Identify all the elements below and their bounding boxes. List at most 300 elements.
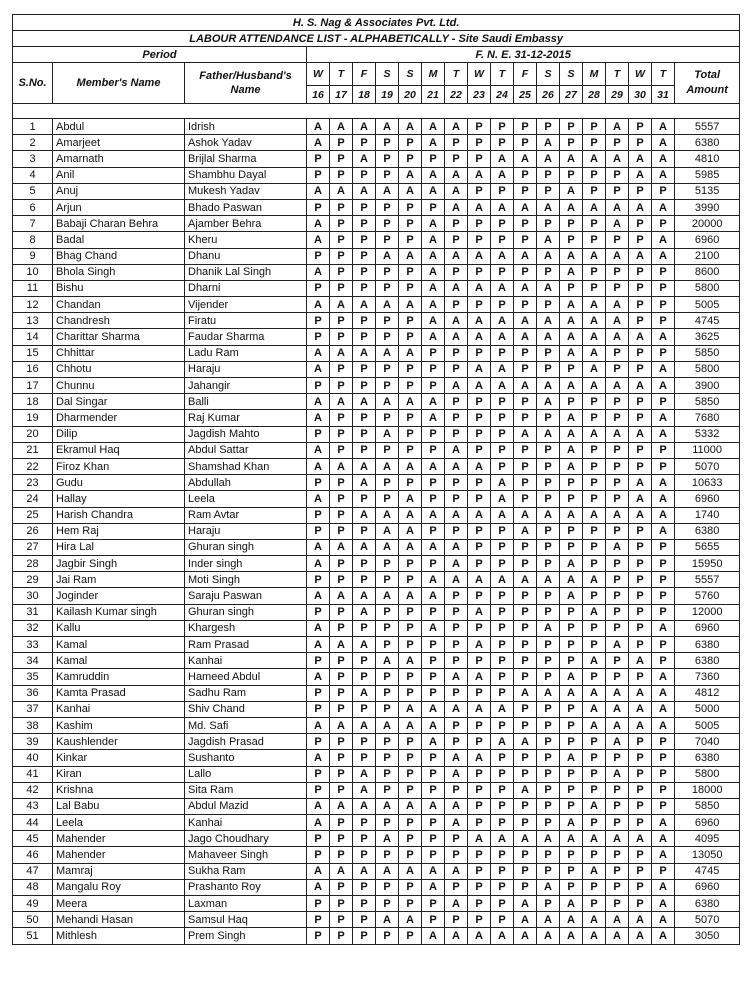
total-amount-cell: 5655 — [675, 539, 740, 555]
attendance-mark-cell: P — [514, 135, 537, 151]
attendance-mark-cell: P — [330, 475, 353, 491]
attendance-mark-cell: A — [445, 539, 468, 555]
attendance-mark-cell: A — [629, 701, 652, 717]
attendance-mark-cell: P — [399, 896, 422, 912]
attendance-mark-cell: A — [537, 313, 560, 329]
attendance-mark-cell: P — [491, 426, 514, 442]
attendance-mark-cell: P — [629, 442, 652, 458]
attendance-mark-cell: A — [491, 280, 514, 296]
attendance-mark-cell: P — [399, 410, 422, 426]
attendance-mark-cell: P — [330, 135, 353, 151]
attendance-mark-cell: P — [376, 442, 399, 458]
table-row — [13, 766, 740, 782]
father-name-cell: Dhanik Lal Singh — [185, 264, 307, 280]
attendance-mark-cell: P — [514, 669, 537, 685]
attendance-mark-cell: A — [330, 539, 353, 555]
attendance-mark-cell: A — [422, 620, 445, 636]
attendance-mark-cell: A — [307, 637, 330, 653]
attendance-mark-cell: A — [307, 879, 330, 895]
total-amount-cell: 1740 — [675, 507, 740, 523]
attendance-mark-cell: A — [652, 167, 675, 183]
attendance-mark-cell: A — [399, 248, 422, 264]
attendance-mark-cell: A — [468, 280, 491, 296]
attendance-mark-cell: P — [560, 653, 583, 669]
total-amount-cell: 4745 — [675, 863, 740, 879]
serial-number-cell: 1 — [13, 119, 53, 135]
serial-number-cell: 43 — [13, 798, 53, 814]
attendance-mark-cell: A — [560, 426, 583, 442]
attendance-mark-cell: P — [307, 782, 330, 798]
attendance-mark-cell: P — [376, 199, 399, 215]
attendance-mark-cell: A — [376, 394, 399, 410]
attendance-mark-cell: P — [399, 426, 422, 442]
attendance-mark-cell: A — [445, 119, 468, 135]
attendance-mark-cell: P — [491, 912, 514, 928]
attendance-mark-cell: A — [560, 151, 583, 167]
attendance-mark-cell: P — [376, 167, 399, 183]
attendance-mark-cell: P — [629, 588, 652, 604]
attendance-mark-cell: P — [560, 798, 583, 814]
father-name-cell: Lallo — [185, 766, 307, 782]
attendance-mark-cell: P — [422, 669, 445, 685]
table-row — [13, 572, 740, 588]
attendance-mark-cell: P — [376, 604, 399, 620]
total-amount-cell: 3625 — [675, 329, 740, 345]
attendance-mark-cell: P — [491, 394, 514, 410]
attendance-mark-cell: P — [468, 475, 491, 491]
total-amount-cell: 5070 — [675, 458, 740, 474]
attendance-mark-cell: P — [514, 167, 537, 183]
attendance-mark-cell: P — [399, 572, 422, 588]
attendance-mark-cell: P — [422, 766, 445, 782]
attendance-mark-cell: A — [652, 491, 675, 507]
attendance-mark-cell: A — [468, 928, 491, 944]
attendance-mark-cell: A — [399, 798, 422, 814]
weekday-header: T — [652, 63, 675, 86]
serial-number-cell: 21 — [13, 442, 53, 458]
attendance-mark-cell: P — [583, 280, 606, 296]
attendance-mark-cell: A — [307, 216, 330, 232]
attendance-mark-cell: P — [514, 442, 537, 458]
attendance-mark-cell: A — [629, 507, 652, 523]
attendance-mark-cell: P — [491, 685, 514, 701]
attendance-mark-cell: P — [330, 556, 353, 572]
attendance-mark-cell: P — [629, 216, 652, 232]
attendance-mark-cell: P — [491, 717, 514, 733]
attendance-mark-cell: P — [514, 798, 537, 814]
serial-number-cell: 19 — [13, 410, 53, 426]
attendance-mark-cell: P — [307, 928, 330, 944]
member-name-cell: Kaushlender — [53, 734, 185, 750]
attendance-mark-cell: P — [652, 313, 675, 329]
serial-number-cell: 44 — [13, 815, 53, 831]
table-row — [13, 734, 740, 750]
attendance-mark-cell: P — [307, 378, 330, 394]
attendance-mark-cell: A — [307, 394, 330, 410]
date-header: 19 — [376, 86, 399, 104]
father-name-cell: Faudar Sharma — [185, 329, 307, 345]
attendance-mark-cell: A — [307, 361, 330, 377]
attendance-mark-cell: P — [468, 442, 491, 458]
attendance-mark-cell: P — [629, 345, 652, 361]
serial-number-cell: 51 — [13, 928, 53, 944]
attendance-mark-cell: P — [629, 847, 652, 863]
attendance-mark-cell: P — [491, 896, 514, 912]
attendance-mark-cell: P — [376, 782, 399, 798]
father-name-cell: Balli — [185, 394, 307, 410]
attendance-mark-cell: P — [468, 896, 491, 912]
attendance-mark-cell: A — [399, 297, 422, 313]
attendance-mark-cell: P — [399, 135, 422, 151]
attendance-mark-cell: P — [606, 361, 629, 377]
attendance-mark-cell: P — [583, 394, 606, 410]
attendance-mark-cell: A — [537, 572, 560, 588]
attendance-mark-cell: P — [468, 523, 491, 539]
attendance-mark-cell: P — [445, 491, 468, 507]
serial-number-cell: 46 — [13, 847, 53, 863]
father-name-cell: Khargesh — [185, 620, 307, 636]
attendance-mark-cell: A — [652, 847, 675, 863]
attendance-mark-cell: A — [560, 264, 583, 280]
attendance-mark-cell: A — [445, 669, 468, 685]
attendance-mark-cell: P — [606, 879, 629, 895]
serial-number-cell: 49 — [13, 896, 53, 912]
attendance-mark-cell: P — [629, 313, 652, 329]
table-row — [13, 896, 740, 912]
member-name-cell: Bishu — [53, 280, 185, 296]
attendance-mark-cell: P — [652, 556, 675, 572]
attendance-mark-cell: A — [514, 199, 537, 215]
attendance-mark-cell: A — [307, 556, 330, 572]
attendance-mark-cell: P — [399, 637, 422, 653]
attendance-mark-cell: A — [399, 717, 422, 733]
attendance-mark-cell: P — [560, 119, 583, 135]
attendance-mark-cell: P — [537, 297, 560, 313]
attendance-mark-cell: P — [307, 896, 330, 912]
father-name-cell: Abdul Mazid — [185, 798, 307, 814]
attendance-mark-cell: P — [445, 426, 468, 442]
attendance-mark-cell: P — [560, 782, 583, 798]
attendance-mark-cell: P — [376, 280, 399, 296]
attendance-mark-cell: P — [353, 442, 376, 458]
table-row — [13, 442, 740, 458]
attendance-mark-cell: P — [468, 620, 491, 636]
serial-number-cell: 29 — [13, 572, 53, 588]
serial-number-cell: 20 — [13, 426, 53, 442]
attendance-mark-cell: P — [606, 572, 629, 588]
attendance-mark-cell: P — [468, 394, 491, 410]
serial-number-cell: 18 — [13, 394, 53, 410]
attendance-mark-cell: P — [445, 361, 468, 377]
attendance-mark-cell: P — [422, 782, 445, 798]
attendance-mark-cell: P — [376, 815, 399, 831]
attendance-mark-cell: A — [629, 378, 652, 394]
attendance-mark-cell: P — [353, 879, 376, 895]
attendance-mark-cell: A — [353, 345, 376, 361]
table-row — [13, 167, 740, 183]
attendance-mark-cell: P — [353, 669, 376, 685]
attendance-mark-cell: P — [514, 264, 537, 280]
attendance-mark-cell: P — [330, 815, 353, 831]
attendance-mark-cell: P — [560, 135, 583, 151]
attendance-mark-cell: A — [422, 539, 445, 555]
attendance-mark-cell: P — [514, 766, 537, 782]
total-amount-cell: 4810 — [675, 151, 740, 167]
attendance-mark-cell: P — [353, 572, 376, 588]
total-amount-cell: 5005 — [675, 717, 740, 733]
attendance-mark-cell: P — [537, 750, 560, 766]
father-name-cell: Ladu Ram — [185, 345, 307, 361]
father-name-cell: Mukesh Yadav — [185, 183, 307, 199]
attendance-mark-cell: P — [445, 831, 468, 847]
table-row — [13, 701, 740, 717]
total-amount-cell: 6380 — [675, 135, 740, 151]
member-name-cell: Kamta Prasad — [53, 685, 185, 701]
attendance-mark-cell: P — [491, 669, 514, 685]
attendance-mark-cell: P — [376, 766, 399, 782]
weekday-header: S — [537, 63, 560, 86]
attendance-mark-cell: P — [491, 345, 514, 361]
attendance-mark-cell: P — [583, 637, 606, 653]
attendance-mark-cell: A — [376, 458, 399, 474]
attendance-mark-cell: A — [330, 183, 353, 199]
attendance-mark-cell: P — [606, 167, 629, 183]
father-name-cell: Abdullah — [185, 475, 307, 491]
attendance-mark-cell: P — [330, 766, 353, 782]
attendance-mark-cell: A — [422, 280, 445, 296]
attendance-mark-cell: P — [376, 556, 399, 572]
attendance-mark-cell: A — [422, 135, 445, 151]
attendance-mark-cell: A — [491, 199, 514, 215]
serial-number-cell: 42 — [13, 782, 53, 798]
attendance-mark-cell: A — [514, 378, 537, 394]
attendance-mark-cell: P — [468, 232, 491, 248]
attendance-mark-cell: P — [445, 685, 468, 701]
attendance-mark-cell: P — [537, 798, 560, 814]
attendance-mark-cell: P — [560, 232, 583, 248]
member-name-cell: Arjun — [53, 199, 185, 215]
attendance-mark-cell: A — [468, 637, 491, 653]
attendance-mark-cell: A — [353, 507, 376, 523]
serial-number-cell: 34 — [13, 653, 53, 669]
attendance-mark-cell: P — [514, 297, 537, 313]
attendance-mark-cell: P — [353, 928, 376, 944]
attendance-mark-cell: A — [629, 329, 652, 345]
attendance-mark-cell: A — [376, 119, 399, 135]
total-amount-cell: 7040 — [675, 734, 740, 750]
period-label: Period — [13, 47, 307, 63]
attendance-mark-cell: P — [307, 313, 330, 329]
attendance-mark-cell: P — [307, 734, 330, 750]
attendance-mark-cell: A — [583, 717, 606, 733]
attendance-mark-cell: A — [422, 717, 445, 733]
serial-number-cell: 31 — [13, 604, 53, 620]
attendance-mark-cell: A — [583, 507, 606, 523]
attendance-mark-cell: P — [376, 701, 399, 717]
total-amount-cell: 6380 — [675, 896, 740, 912]
attendance-mark-cell: P — [468, 653, 491, 669]
attendance-mark-cell: P — [307, 604, 330, 620]
serial-number-cell: 50 — [13, 912, 53, 928]
attendance-mark-cell: P — [330, 199, 353, 215]
table-row — [13, 620, 740, 636]
table-row — [13, 523, 740, 539]
attendance-mark-cell: A — [537, 135, 560, 151]
attendance-mark-cell: A — [537, 912, 560, 928]
attendance-mark-cell: A — [353, 394, 376, 410]
attendance-mark-cell: A — [537, 879, 560, 895]
date-header: 31 — [652, 86, 675, 104]
attendance-mark-cell: P — [652, 798, 675, 814]
attendance-mark-cell: A — [468, 458, 491, 474]
father-name-cell: Sushanto — [185, 750, 307, 766]
attendance-mark-cell: P — [629, 458, 652, 474]
attendance-mark-cell: P — [652, 539, 675, 555]
serial-number-cell: 17 — [13, 378, 53, 394]
father-name-cell: Kanhai — [185, 815, 307, 831]
attendance-mark-cell: P — [606, 847, 629, 863]
attendance-mark-cell: A — [307, 539, 330, 555]
weekday-header: W — [468, 63, 491, 86]
attendance-mark-cell: P — [629, 523, 652, 539]
total-amount-cell: 5557 — [675, 119, 740, 135]
attendance-mark-cell: A — [606, 717, 629, 733]
attendance-mark-cell: P — [330, 410, 353, 426]
father-name-cell: Kanhai — [185, 653, 307, 669]
attendance-mark-cell: P — [353, 313, 376, 329]
attendance-mark-cell: P — [606, 798, 629, 814]
attendance-mark-cell: P — [514, 539, 537, 555]
attendance-mark-cell: A — [468, 329, 491, 345]
attendance-mark-cell: P — [560, 475, 583, 491]
table-row — [13, 653, 740, 669]
attendance-mark-cell: P — [652, 458, 675, 474]
attendance-mark-cell: P — [537, 604, 560, 620]
father-name-cell: Leela — [185, 491, 307, 507]
attendance-mark-cell: P — [445, 847, 468, 863]
attendance-mark-cell: A — [514, 426, 537, 442]
attendance-mark-cell: A — [560, 297, 583, 313]
table-row — [13, 151, 740, 167]
attendance-mark-cell: P — [376, 216, 399, 232]
attendance-mark-cell: A — [491, 378, 514, 394]
attendance-mark-cell: P — [376, 329, 399, 345]
serial-number-cell: 38 — [13, 717, 53, 733]
attendance-mark-cell: P — [376, 847, 399, 863]
father-name-cell: Prem Singh — [185, 928, 307, 944]
table-row — [13, 782, 740, 798]
total-amount-cell: 6380 — [675, 637, 740, 653]
father-name-cell: Haraju — [185, 361, 307, 377]
attendance-mark-cell: P — [376, 685, 399, 701]
serial-number-cell: 8 — [13, 232, 53, 248]
attendance-mark-cell: A — [445, 313, 468, 329]
attendance-mark-cell: P — [330, 167, 353, 183]
attendance-mark-cell: A — [583, 297, 606, 313]
attendance-mark-cell: P — [537, 669, 560, 685]
attendance-mark-cell: A — [537, 232, 560, 248]
attendance-mark-cell: P — [629, 119, 652, 135]
attendance-mark-cell: P — [330, 216, 353, 232]
attendance-mark-cell: A — [330, 863, 353, 879]
attendance-mark-cell: P — [330, 280, 353, 296]
attendance-mark-cell: P — [399, 442, 422, 458]
attendance-mark-cell: A — [376, 523, 399, 539]
attendance-mark-cell: A — [422, 232, 445, 248]
attendance-mark-cell: A — [606, 119, 629, 135]
attendance-mark-cell: P — [629, 232, 652, 248]
attendance-mark-cell: P — [468, 798, 491, 814]
attendance-mark-cell: A — [629, 426, 652, 442]
attendance-mark-cell: P — [422, 653, 445, 669]
attendance-mark-cell: P — [376, 734, 399, 750]
attendance-mark-cell: P — [330, 523, 353, 539]
attendance-mark-cell: P — [445, 216, 468, 232]
attendance-mark-cell: P — [629, 280, 652, 296]
attendance-mark-cell: A — [537, 280, 560, 296]
table-row — [13, 637, 740, 653]
attendance-mark-cell: P — [583, 669, 606, 685]
attendance-mark-cell: P — [422, 475, 445, 491]
attendance-mark-cell: A — [468, 507, 491, 523]
member-name-cell: Ekramul Haq — [53, 442, 185, 458]
attendance-mark-cell: A — [468, 669, 491, 685]
attendance-mark-cell: P — [376, 378, 399, 394]
attendance-mark-cell: P — [491, 135, 514, 151]
attendance-mark-cell: P — [376, 135, 399, 151]
attendance-mark-cell: A — [514, 572, 537, 588]
attendance-mark-cell: A — [560, 458, 583, 474]
attendance-mark-cell: P — [491, 815, 514, 831]
attendance-mark-cell: A — [376, 539, 399, 555]
attendance-mark-cell: A — [583, 313, 606, 329]
attendance-mark-cell: P — [353, 620, 376, 636]
attendance-mark-cell: A — [468, 750, 491, 766]
attendance-mark-cell: A — [399, 523, 422, 539]
attendance-mark-cell: P — [330, 248, 353, 264]
attendance-mark-cell: A — [652, 928, 675, 944]
attendance-mark-cell: P — [445, 653, 468, 669]
attendance-mark-cell: P — [537, 458, 560, 474]
total-amount-cell: 3050 — [675, 928, 740, 944]
attendance-mark-cell: A — [445, 750, 468, 766]
attendance-mark-cell: P — [468, 556, 491, 572]
total-amount-cell: 12000 — [675, 604, 740, 620]
date-header: 20 — [399, 86, 422, 104]
attendance-mark-cell: A — [537, 426, 560, 442]
attendance-mark-cell: A — [468, 701, 491, 717]
attendance-mark-cell: A — [652, 199, 675, 215]
attendance-mark-cell: A — [307, 297, 330, 313]
father-name-cell: Bhado Paswan — [185, 199, 307, 215]
attendance-mark-cell: P — [399, 475, 422, 491]
attendance-mark-cell: P — [514, 361, 537, 377]
attendance-mark-cell: A — [583, 701, 606, 717]
attendance-mark-cell: P — [629, 410, 652, 426]
attendance-mark-cell: P — [629, 183, 652, 199]
attendance-mark-cell: A — [422, 167, 445, 183]
attendance-mark-cell: A — [491, 928, 514, 944]
attendance-mark-cell: P — [399, 329, 422, 345]
attendance-mark-cell: P — [606, 394, 629, 410]
attendance-mark-cell: P — [353, 248, 376, 264]
attendance-mark-cell: A — [468, 199, 491, 215]
attendance-mark-cell: P — [606, 264, 629, 280]
attendance-mark-cell: P — [514, 604, 537, 620]
total-amount-cell: 5850 — [675, 798, 740, 814]
date-header: 26 — [537, 86, 560, 104]
attendance-mark-cell: A — [422, 183, 445, 199]
